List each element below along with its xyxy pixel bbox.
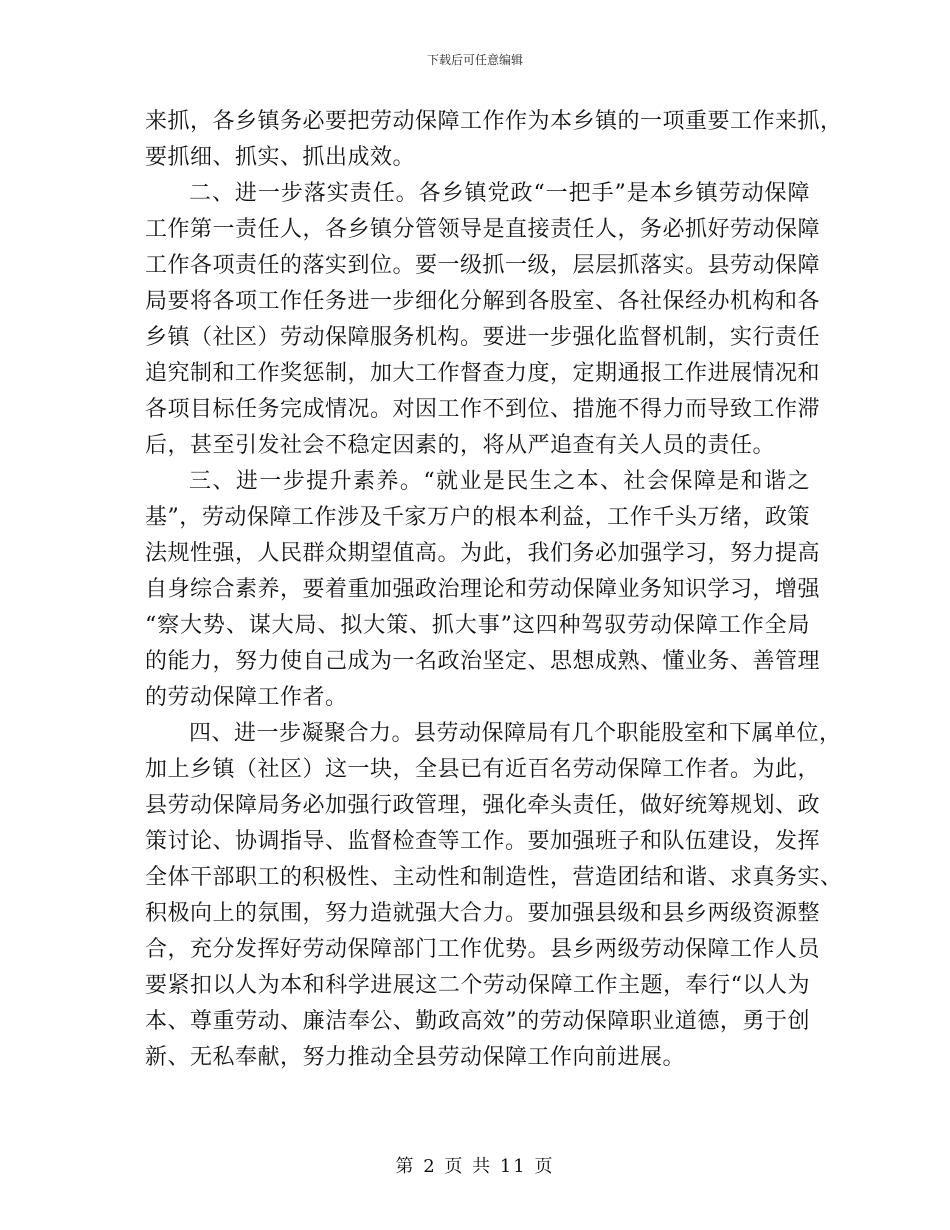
page-header-note: 下载后可任意编辑 (426, 53, 523, 67)
body-line: 乡镇（社区）劳动保障服务机构。要进一步强化监督机制，实行责任 (145, 325, 821, 350)
body-line: 来抓，各乡镇务必要把劳动保障工作作为本乡镇的一项重要工作来抓， (145, 109, 843, 134)
body-line: 全体干部职工的积极性、主动性和制造性，营造团结和谐、求真务实、 (145, 865, 843, 890)
body-line: 的劳动保障工作者。 (145, 685, 348, 710)
body-line: 县劳动保障局务必加强行政管理，强化牵头责任，做好统筹规划、政 (145, 793, 821, 818)
page-number-footer: 第 2 页 共 11 页 (395, 1156, 555, 1177)
body-line: 合，充分发挥好劳动保障部门工作优势。县乡两级劳动保障工作人员 (145, 937, 821, 962)
body-line: 各项目标任务完成情况。对因工作不到位、措施不得力而导致工作滞 (145, 397, 821, 422)
body-line: “察大势、谋大局、拟大策、抓大事”这四种驾驭劳动保障工作全局 (145, 613, 810, 638)
body-line: 要抓细、抓实、抓出成效。 (145, 145, 416, 170)
section-heading-line: 三、进一步提升素养。“就业是民生之本、社会保障是和谐之 (189, 469, 810, 494)
body-line: 本、尊重劳动、廉洁奉公、勤政高效”的劳动保障职业道德，勇于创 (145, 1009, 810, 1034)
body-line: 要紧扣以人为本和科学进展这二个劳动保障工作主题，奉行“以人为 (145, 973, 810, 998)
body-line: 的能力，努力使自己成为一名政治坚定、思想成熟、懂业务、善管理 (145, 649, 821, 674)
body-line: 基”，劳动保障工作涉及千家万户的根本利益，工作千头万绪，政策 (145, 505, 810, 530)
body-line: 自身综合素养，要着重加强政治理论和劳动保障业务知识学习，增强 (145, 577, 821, 602)
section-heading-line: 四、进一步凝聚合力。县劳动保障局有几个职能股室和下属单位， (189, 721, 842, 746)
body-line: 策讨论、协调指导、监督检查等工作。要加强班子和队伍建设，发挥 (145, 829, 821, 854)
body-line: 新、无私奉献，努力推动全县劳动保障工作向前进展。 (145, 1045, 686, 1070)
body-line: 工作各项责任的落实到位。要一级抓一级，层层抓落实。县劳动保障 (145, 253, 821, 278)
document-body (145, 104, 843, 1076)
body-line: 局要将各项工作任务进一步细化分解到各股室、各社保经办机构和各 (145, 289, 821, 314)
body-line: 后，甚至引发社会不稳定因素的，将从严追查有关人员的责任。 (145, 433, 776, 458)
body-line: 加上乡镇（社区）这一块，全县已有近百名劳动保障工作者。为此， (145, 757, 821, 782)
body-line: 追究制和工作奖惩制，加大工作督查力度，定期通报工作进展情况和 (145, 361, 821, 386)
body-line: 工作第一责任人，各乡镇分管领导是直接责任人，务必抓好劳动保障 (145, 217, 821, 242)
body-line: 积极向上的氛围，努力造就强大合力。要加强县级和县乡两级资源整 (145, 901, 821, 926)
body-line: 法规性强，人民群众期望值高。为此，我们务必加强学习，努力提高 (145, 541, 821, 566)
section-heading-line: 二、进一步落实责任。各乡镇党政“一把手”是本乡镇劳动保障 (189, 181, 810, 206)
